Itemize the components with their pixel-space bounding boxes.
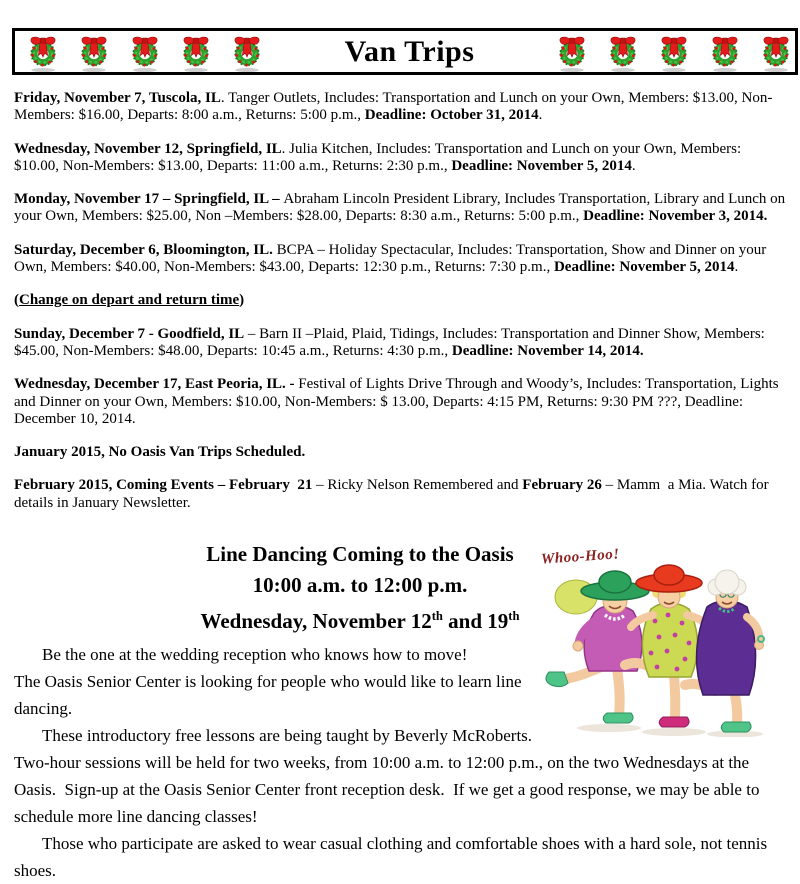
wreath-row-right [551, 31, 798, 73]
christmas-wreath-icon [602, 31, 644, 73]
whoo-hoo-caption: Whoo-Hoo! [540, 546, 621, 568]
line-dancing-paragraph: Be the one at the wedding reception who knows how to move! [42, 645, 468, 664]
christmas-wreath-icon [551, 31, 593, 73]
trip-paragraph: Wednesday, November 12, Springfield, IL. Julia Kitchen, Includes: Transportation and Lunch on your Own, Members: $10.00, Non-Members: $13.00, Departs: 11:00 a.m., Returns: 2:30 p.m., Deadline: November 5, 2014. [14, 140, 745, 174]
trip-paragraph: Friday, November 7, Tuscola, IL. Tanger Outlets, Includes: Transportation and Lunch on your Own, Members: $13.00, Non-Members: $16.00, Departs: 8:00 a.m., Returns: 5:00 p.m., Deadline: October 31, 2014. [14, 90, 773, 124]
line-dancing-paragraph: The Oasis Senior Center is looking for people who would like to learn line dancing. [14, 672, 526, 718]
van-trips-list [14, 90, 789, 528]
trip-paragraph: Wednesday, December 17, East Peoria, IL. - Festival of Lights Drive Through and Woody’s, Includes: Transportation, Lights and Dinner on your Own, Members: $10.00, Non-Members: $ 13.00, Departs: 4:15 PM, Returns: 9:30 PM ???, Deadline: December 10, 2014. [14, 376, 783, 427]
line-dancers-illustration [539, 545, 789, 737]
trip-change-note: (Change on depart and return time) [14, 292, 245, 309]
christmas-wreath-icon [226, 31, 268, 73]
christmas-wreath-icon [653, 31, 695, 73]
trip-paragraph: Sunday, December 7 - Goodfield, IL – Barn II –Plaid, Plaid, Tidings, Includes: Transportation and Dinner Show, Members: $45.00, Non-Members: $48.00, Departs: 10:45 a.m., Returns: 4:30 p.m., Deadline: November 14, 2014. [14, 325, 769, 359]
trip-paragraph: January 2015, No Oasis Van Trips Scheduled. [14, 444, 306, 461]
christmas-wreath-icon [22, 31, 64, 73]
line-dancing-paragraph: Those who participate are asked to wear casual clothing and comfortable shoes with a hard sole, not tennis shoes. [14, 834, 772, 880]
trip-paragraph: Saturday, December 6, Bloomington, IL. BCPA – Holiday Spectacular, Includes: Transportation, Show and Dinner on your Own, Members: $40.00, Non-Members: $43.00, Departs: 12:30 p.m., Returns: 7:30 p.m., Deadline: November 5, 2014. [14, 241, 771, 276]
christmas-wreath-icon [73, 31, 115, 73]
van-trips-banner [12, 28, 798, 75]
trip-paragraph: Monday, November 17 – Springfield, IL – Abraham Lincoln President Library, Includes Transportation, Library and Lunch on your Own, Members: $25.00, Non –Members: $28.00, Departs: 8:30 a.m., Returns: 5:00 p.m., Deadline: November 3, 2014. [14, 191, 789, 225]
christmas-wreath-icon [124, 31, 166, 73]
christmas-wreath-icon [704, 31, 746, 73]
line-dancing-section [14, 543, 789, 884]
line-dancing-paragraph: These introductory free lessons are being taught by Beverly McRoberts. Two-hour sessions will be held for two weeks, from 10:00 a.m. to 12:00 p.m., on the two Wednesdays at the Oasis. Sign-up at the Oasis Senior Center front reception desk. If we get a good response, we may be able to schedule more line dancing classes! [14, 726, 764, 826]
christmas-wreath-icon [175, 31, 217, 73]
christmas-wreath-icon [755, 31, 797, 73]
line-dancing-dates: Wednesday, November 12th and 19th [200, 609, 520, 633]
line-dancing-title: Line Dancing Coming to the Oasis [206, 542, 514, 566]
wreath-row-left [15, 31, 268, 73]
page-title: Van Trips [344, 34, 475, 68]
line-dancing-time: 10:00 a.m. to 12:00 p.m. [252, 573, 468, 597]
dancing-ladies-image [539, 545, 789, 737]
trip-paragraph: February 2015, Coming Events – February 21 – Ricky Nelson Remembered and February 26 – Mamm a Mia. Watch for details in January Newsletter. [14, 477, 773, 511]
